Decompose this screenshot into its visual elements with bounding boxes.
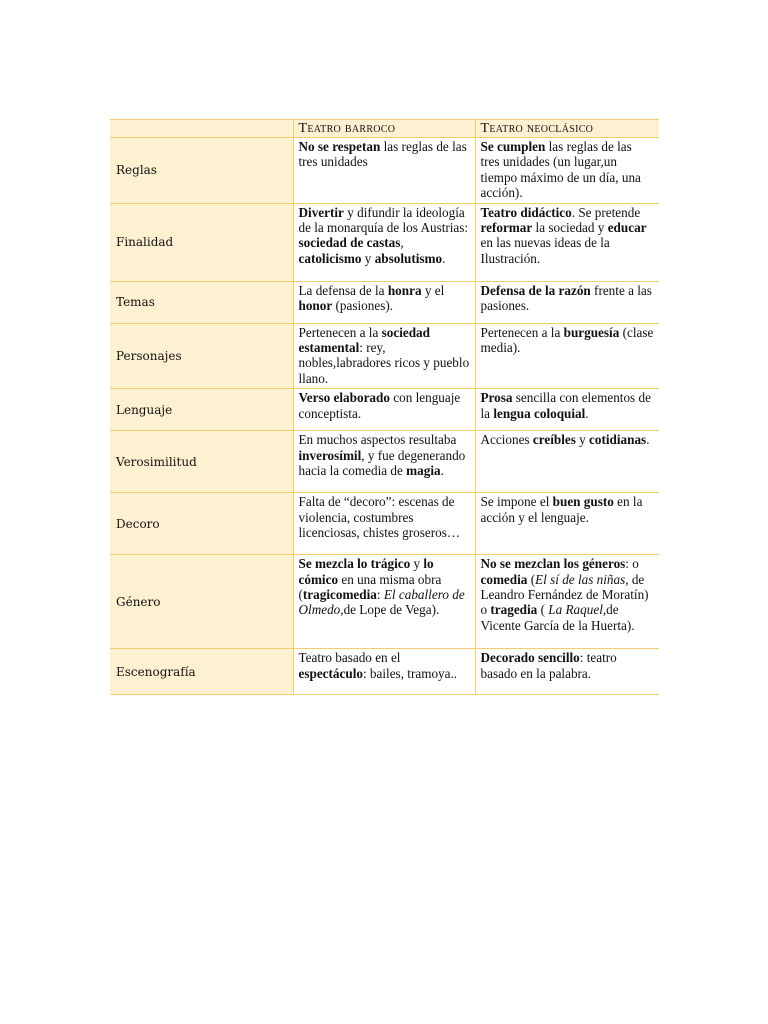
cell-text-segment: la sociedad y [532,220,608,236]
cell-text-segment: de Vicente García de la Huerta). [480,602,635,633]
cell-text-segment: Verso elaborado [298,390,390,406]
cell-barroco [293,555,475,649]
header-teatro-barroco: Teatro barroco [293,120,475,138]
table-row-personajes [110,323,659,389]
cell-neoclasico [475,555,659,649]
cell-text-segment: sociedad estamental [298,324,430,356]
cell-neoclasico [475,431,659,493]
cell-text-segment: catolicismo [298,250,362,266]
cell-text-segment: lo cómico [298,556,434,587]
cell-text-segment: de Leandro Fernández de Moratín) o [480,571,649,618]
cell-neoclasico [475,323,659,389]
cell-text-segment: y [361,250,375,266]
table-row-verosimilitud [110,431,659,493]
cell-barroco [293,493,475,555]
cell-text-segment: Teatro basado en el [298,650,401,666]
cell-text-segment: Pertenecen a la [298,324,382,340]
cell-text-segment: : rey, nobles,labradores ricos y pueblo llano. [298,340,470,386]
cell-text-segment: Teatro didáctico [480,204,572,220]
cell-text-segment: honra [387,282,422,298]
cell-text-segment: No se respetan [298,139,381,154]
cell-neoclasico [475,649,659,695]
cell-text-segment: Defensa de la razón [480,282,591,298]
header-blank-cell [110,120,293,138]
cell-text-segment: Pertenecen a la [480,324,564,340]
cell-text-segment: . [646,432,650,448]
cell-neoclasico [475,389,659,431]
cell-barroco [293,281,475,323]
cell-text-segment: Se cumplen [480,139,546,154]
row-label: Finalidad [110,203,293,281]
row-label: Verosimilitud [110,431,293,493]
table-row-finalidad [110,203,659,281]
cell-text-segment: lengua coloquial [493,405,586,421]
cell-text-segment: en una misma obra ( [298,571,442,603]
table-header-row [110,120,659,138]
cell-text-segment: educar [607,220,647,236]
cell-text-segment: frente a las pasiones. [480,282,652,314]
row-label: Personajes [110,323,293,389]
cell-neoclasico [475,203,659,281]
cell-text-segment: espectáculo [298,665,363,681]
cell-barroco [293,389,475,431]
header-teatro-neoclasico: Teatro neoclásico [475,120,659,138]
table-row-decoro [110,493,659,555]
row-label: Lenguaje [110,389,293,431]
cell-text-segment: de Lope de Vega). [343,602,440,618]
cell-text-segment: comedia [480,571,528,587]
cell-text-segment: en las nuevas ideas de la Ilustración. [480,235,610,266]
cell-barroco [293,203,475,281]
cell-text-segment: y difundir la ideología de la monarquía de los Austrias: [298,204,469,236]
cell-text-segment: sociedad de castas [298,235,401,251]
cell-neoclasico [475,493,659,555]
cell-text-segment: cotidianas [589,432,647,448]
cell-text-segment: La Raquel, [548,602,607,618]
cell-barroco [293,649,475,695]
table-row-genero [110,555,659,649]
cell-text-segment: No se mezclan los géneros [480,556,626,572]
cell-text-segment: (clase media). [480,324,654,356]
cell-text-segment: ( [527,571,536,587]
cell-text-segment: absolutismo [374,250,443,266]
cell-text-segment: tragicomedia [302,587,377,603]
cell-text-segment: burguesía [563,324,620,340]
cell-text-segment: : teatro basado en la palabra. [480,650,617,681]
cell-text-segment: El caballero de Olmedo, [298,587,465,618]
cell-text-segment: El sí de las niñas, [535,571,629,587]
cell-text-segment: , y fue degenerando hacia la comedia de [298,447,466,479]
cell-text-segment: Prosa [480,390,513,406]
cell-text-segment: ( [537,602,549,618]
table-row-temas [110,281,659,323]
cell-barroco [293,323,475,389]
cell-text-segment: y [575,432,590,448]
table-row-lenguaje [110,389,659,431]
cell-text-segment: Decorado sencillo [480,650,580,666]
cell-barroco [293,138,475,204]
cell-text-segment: (pasiones). [332,298,394,314]
table-row-escenografia [110,649,659,695]
cell-text-segment: La defensa de la [298,282,388,298]
cell-text-segment: magia [406,463,441,479]
cell-text-segment: con lenguaje conceptista. [298,390,461,421]
cell-text-segment: En muchos aspectos resultaba [298,432,457,448]
cell-neoclasico [475,281,659,323]
cell-text-segment: las reglas de las tres unidades [298,139,467,170]
cell-text-segment: creíbles [532,432,576,448]
row-label: Escenografía [110,649,293,695]
comparison-table [110,119,659,695]
table-row-reglas [110,138,659,204]
cell-text-segment: tragedia [490,602,538,618]
cell-text-segment: buen gusto [552,494,614,510]
cell-text-segment: las reglas de las tres unidades (un lugar,un tiempo máximo de un día, una acción). [480,139,641,201]
cell-text-segment: . Se pretende [571,204,641,220]
row-label: Reglas [110,138,293,204]
cell-text-segment: Divertir [298,204,344,220]
cell-text-segment: honor [298,298,333,314]
cell-text-segment: . [442,250,446,266]
cell-text-segment: : bailes, tramoya.. [362,665,458,681]
cell-text-segment: Se impone el [480,494,553,510]
cell-neoclasico [475,138,659,204]
row-label: Decoro [110,493,293,555]
cell-barroco [293,431,475,493]
cell-text-segment: inverosímil [298,447,362,463]
cell-text-segment: Falta de “decoro”: escenas de violencia, costumbres licenciosas, chistes groseros… [298,494,461,541]
cell-text-segment: y el [421,282,445,298]
cell-text-segment: . [585,405,589,421]
cell-text-segment: sencilla con elementos de la [480,390,651,421]
cell-text-segment: y [410,556,424,572]
cell-text-segment: , [400,235,404,251]
cell-text-segment: Acciones [480,432,533,448]
row-label: Género [110,555,293,649]
cell-text-segment: reformar [480,220,533,236]
cell-text-segment: : o [625,556,639,572]
cell-text-segment: . [440,463,444,479]
cell-text-segment: : [376,587,384,603]
cell-text-segment: en la acción y el lenguaje. [480,494,643,525]
cell-text-segment: Se mezcla lo trágico [298,556,411,572]
row-label: Temas [110,281,293,323]
